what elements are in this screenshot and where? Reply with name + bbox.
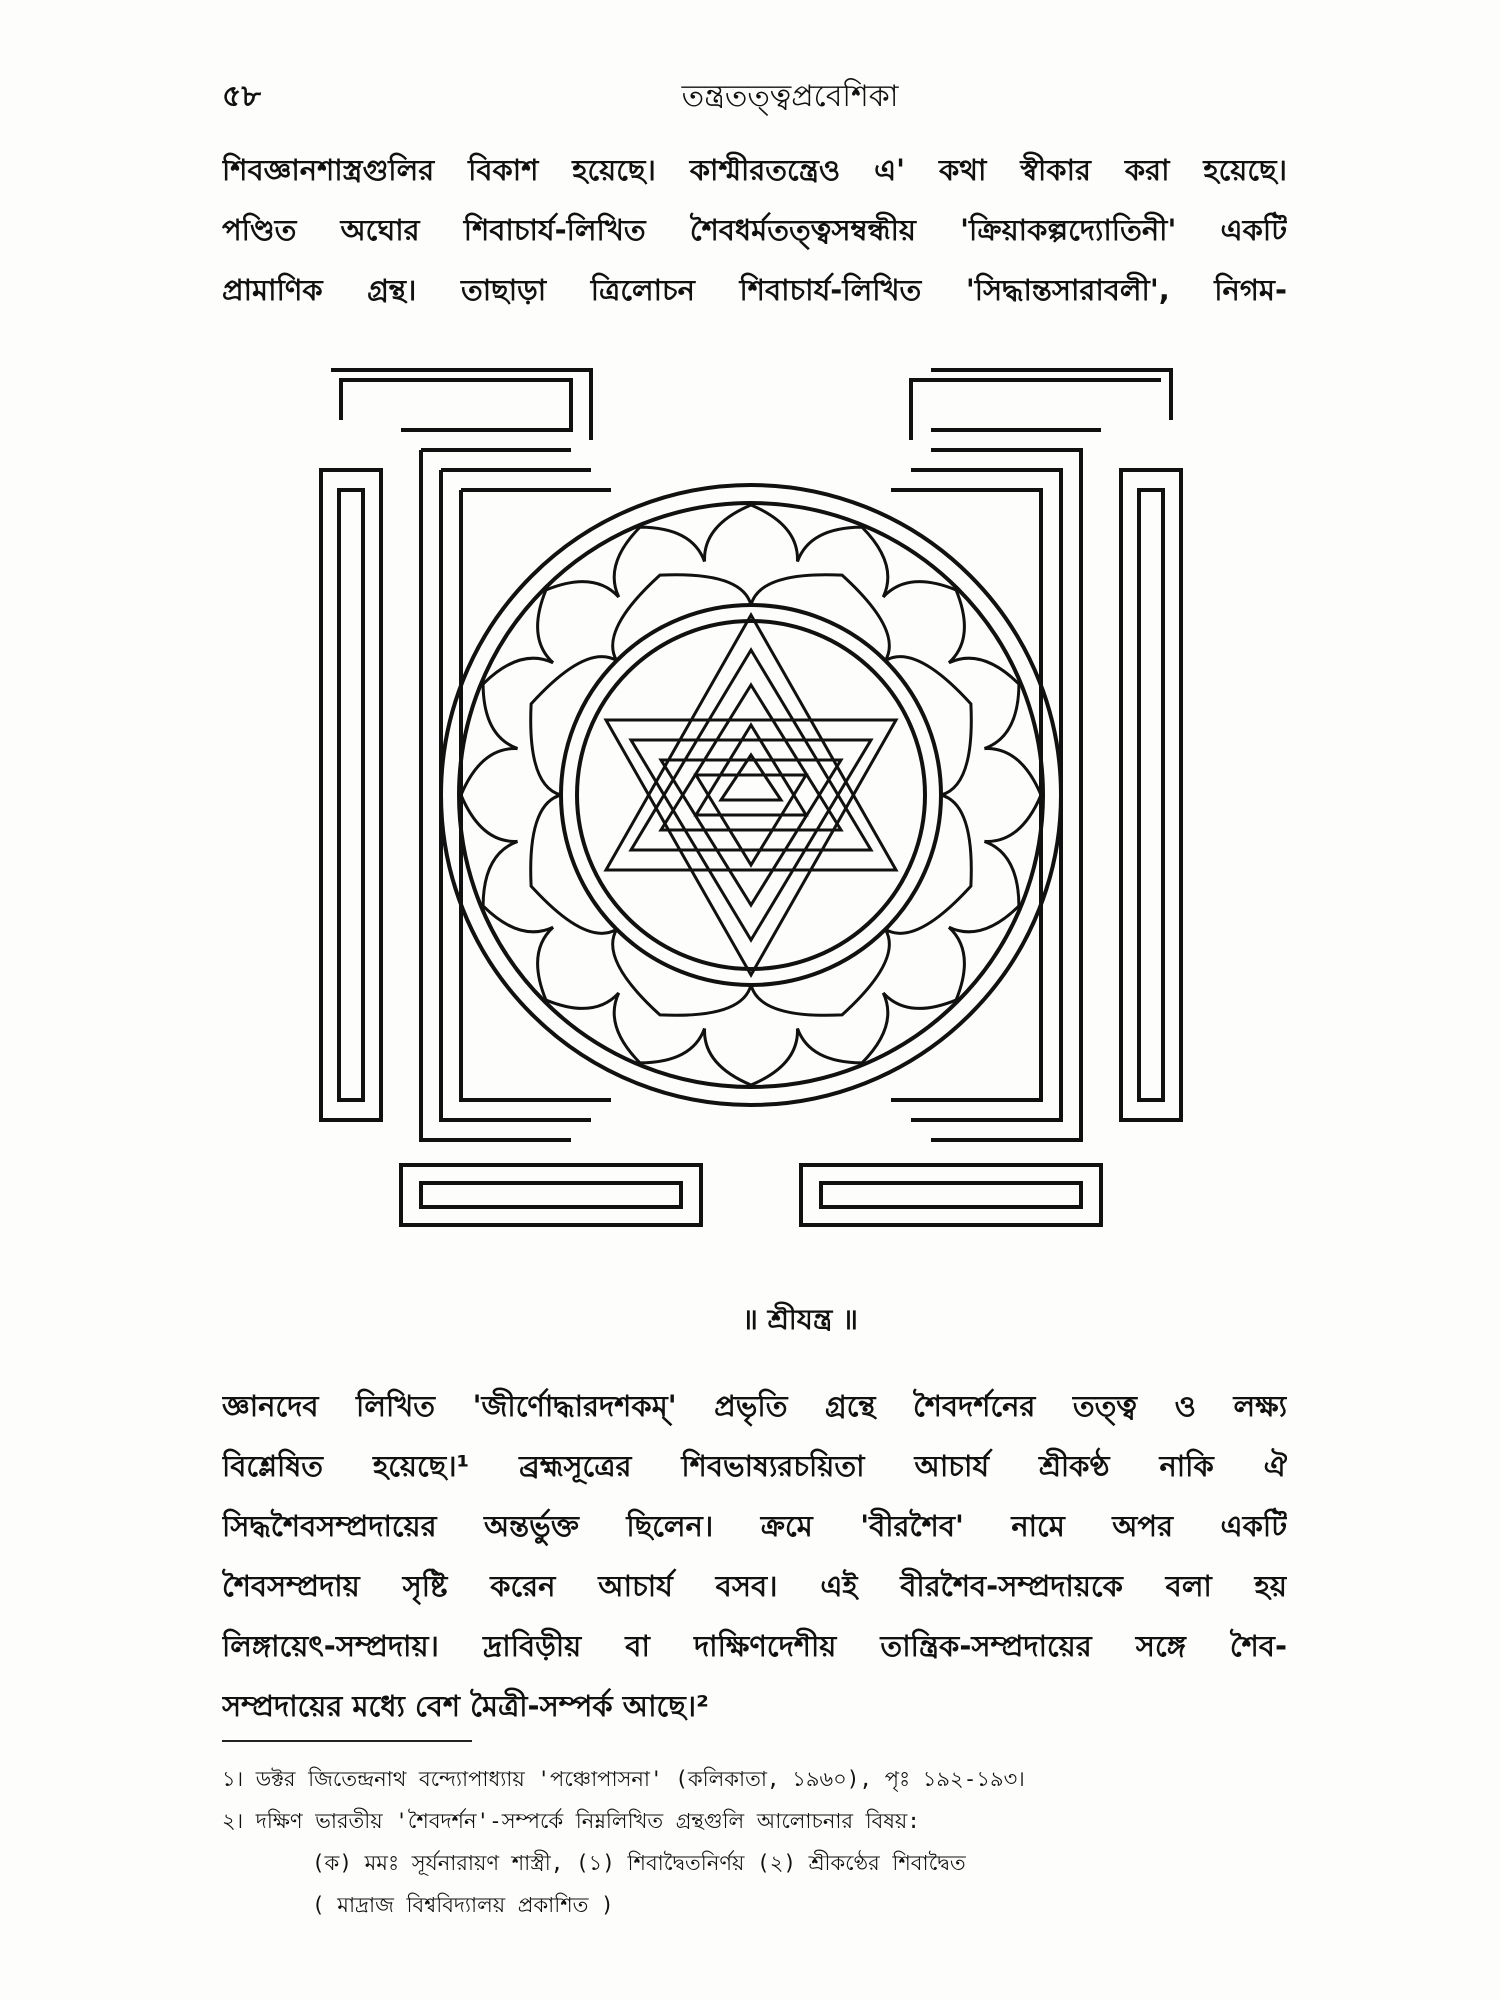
page-number: ৫৮ <box>222 79 261 114</box>
lotus-petal <box>883 927 964 1008</box>
lotus-petal <box>483 841 553 931</box>
bhupura-gate-outlines <box>321 370 1181 1225</box>
text-line: সম্প্রদায়ের মধ্যে বেশ মৈত্রী-সম্পর্ক আছে।² <box>222 1689 709 1723</box>
lotus-petal <box>984 749 1041 842</box>
lotus-petal <box>538 582 619 663</box>
lotus-petal <box>614 527 704 597</box>
text-line: জ্ঞানদেব লিখিত 'জীর্ণোদ্ধারদশকম্' প্রভৃতি গ্রন্থে শৈবদর্শনের তত্ত্ব ও লক্ষ্য <box>222 1389 1287 1423</box>
lotus-petal <box>705 1028 798 1085</box>
figure-caption: ॥ শ্রীযন্ত্র ॥ <box>742 1303 858 1336</box>
circles <box>441 485 1061 1105</box>
triangles <box>606 615 896 975</box>
footnote-2-items: (ক) মমঃ সূর্যনারায়ণ শাস্ত্রী, (১) শিবাদ্বৈতনির্ণয় (২) শ্রীকণ্ঠের শিবাদ্বৈত <box>312 1851 966 1875</box>
lotus-petal <box>483 658 553 748</box>
lotus-petal <box>797 527 887 597</box>
footnote-1: ১। ডক্টর জিতেন্দ্রনাথ বন্দ্যোপাধ্যায় 'পঞ্চোপাসনা' (কলিকাতা, ১৯৬০), পৃঃ ১৯২-১৯৩। <box>222 1767 1025 1791</box>
text-line: শৈবসম্প্রদায় সৃষ্টি করেন আচার্য বসব। এই বীরশৈব-সম্প্রদায়কে বলা হয় <box>222 1569 1287 1603</box>
lotus-petals <box>461 505 1041 1085</box>
text-line: পণ্ডিত অঘোর শিবাচার্য-লিখিত শৈবধর্মতত্ত্বসম্বন্ধীয় 'ক্রিয়াকল্পদ্যোতিনী' একটি <box>222 213 1287 247</box>
lotus-petal <box>949 658 1019 748</box>
running-title: তন্ত্রতত্ত্বপ্রবেশিকা <box>681 79 899 114</box>
paragraph-bottom <box>222 1376 1287 1736</box>
lotus-petal <box>797 993 887 1063</box>
lotus-petal <box>614 993 704 1063</box>
text-line: বিশ্লেষিত হয়েছে।¹ ব্রহ্মসূত্রের শিবভাষ্যরচয়িতা আচার্য শ্রীকণ্ঠ নাকি ঐ <box>222 1449 1287 1483</box>
lotus-petal <box>705 505 798 562</box>
text-line: লিঙ্গায়েৎ-সম্প্রদায়। দ্রাবিড়ীয় বা দাক্ষিণদেশীয় তান্ত্রিক-সম্প্রদায়ের সঙ্গে শৈব- <box>222 1629 1287 1663</box>
paragraph-top <box>222 140 1287 320</box>
lotus-petal <box>538 927 619 1008</box>
lotus-petal <box>949 841 1019 931</box>
text-line: প্রামাণিক গ্রন্থ। তাছাড়া ত্রিলোচন শিবাচার্য-লিখিত 'সিদ্ধান্তসারাবলী', নিগম- <box>222 273 1287 307</box>
text-line: শিবজ্ঞানশাস্ত্রগুলির বিকাশ হয়েছে। কাশ্মীরতন্ত্রেও এ' কথা স্বীকার করা হয়েছে। <box>222 153 1287 187</box>
text-line: সিদ্ধশৈবসম্প্রদায়ের অন্তর্ভুক্ত ছিলেন। ক্রমে 'বীরশৈব' নামে অপর একটি <box>222 1509 1287 1543</box>
sri-yantra-figure <box>311 350 1191 1250</box>
lotus-petal <box>883 582 964 663</box>
footnote-divider <box>222 1740 472 1742</box>
footnote-2-publisher: ( মাদ্রাজ বিশ্ববিদ্যালয় প্রকাশিত ) <box>312 1893 614 1917</box>
lotus-petal <box>461 749 518 842</box>
footnote-2: ২। দক্ষিণ ভারতীয় 'শৈবদর্শন'-সম্পর্কে নিম্নলিখিত গ্রন্থগুলি আলোচনার বিষয়: <box>222 1809 920 1833</box>
footnotes <box>222 1758 1287 1926</box>
